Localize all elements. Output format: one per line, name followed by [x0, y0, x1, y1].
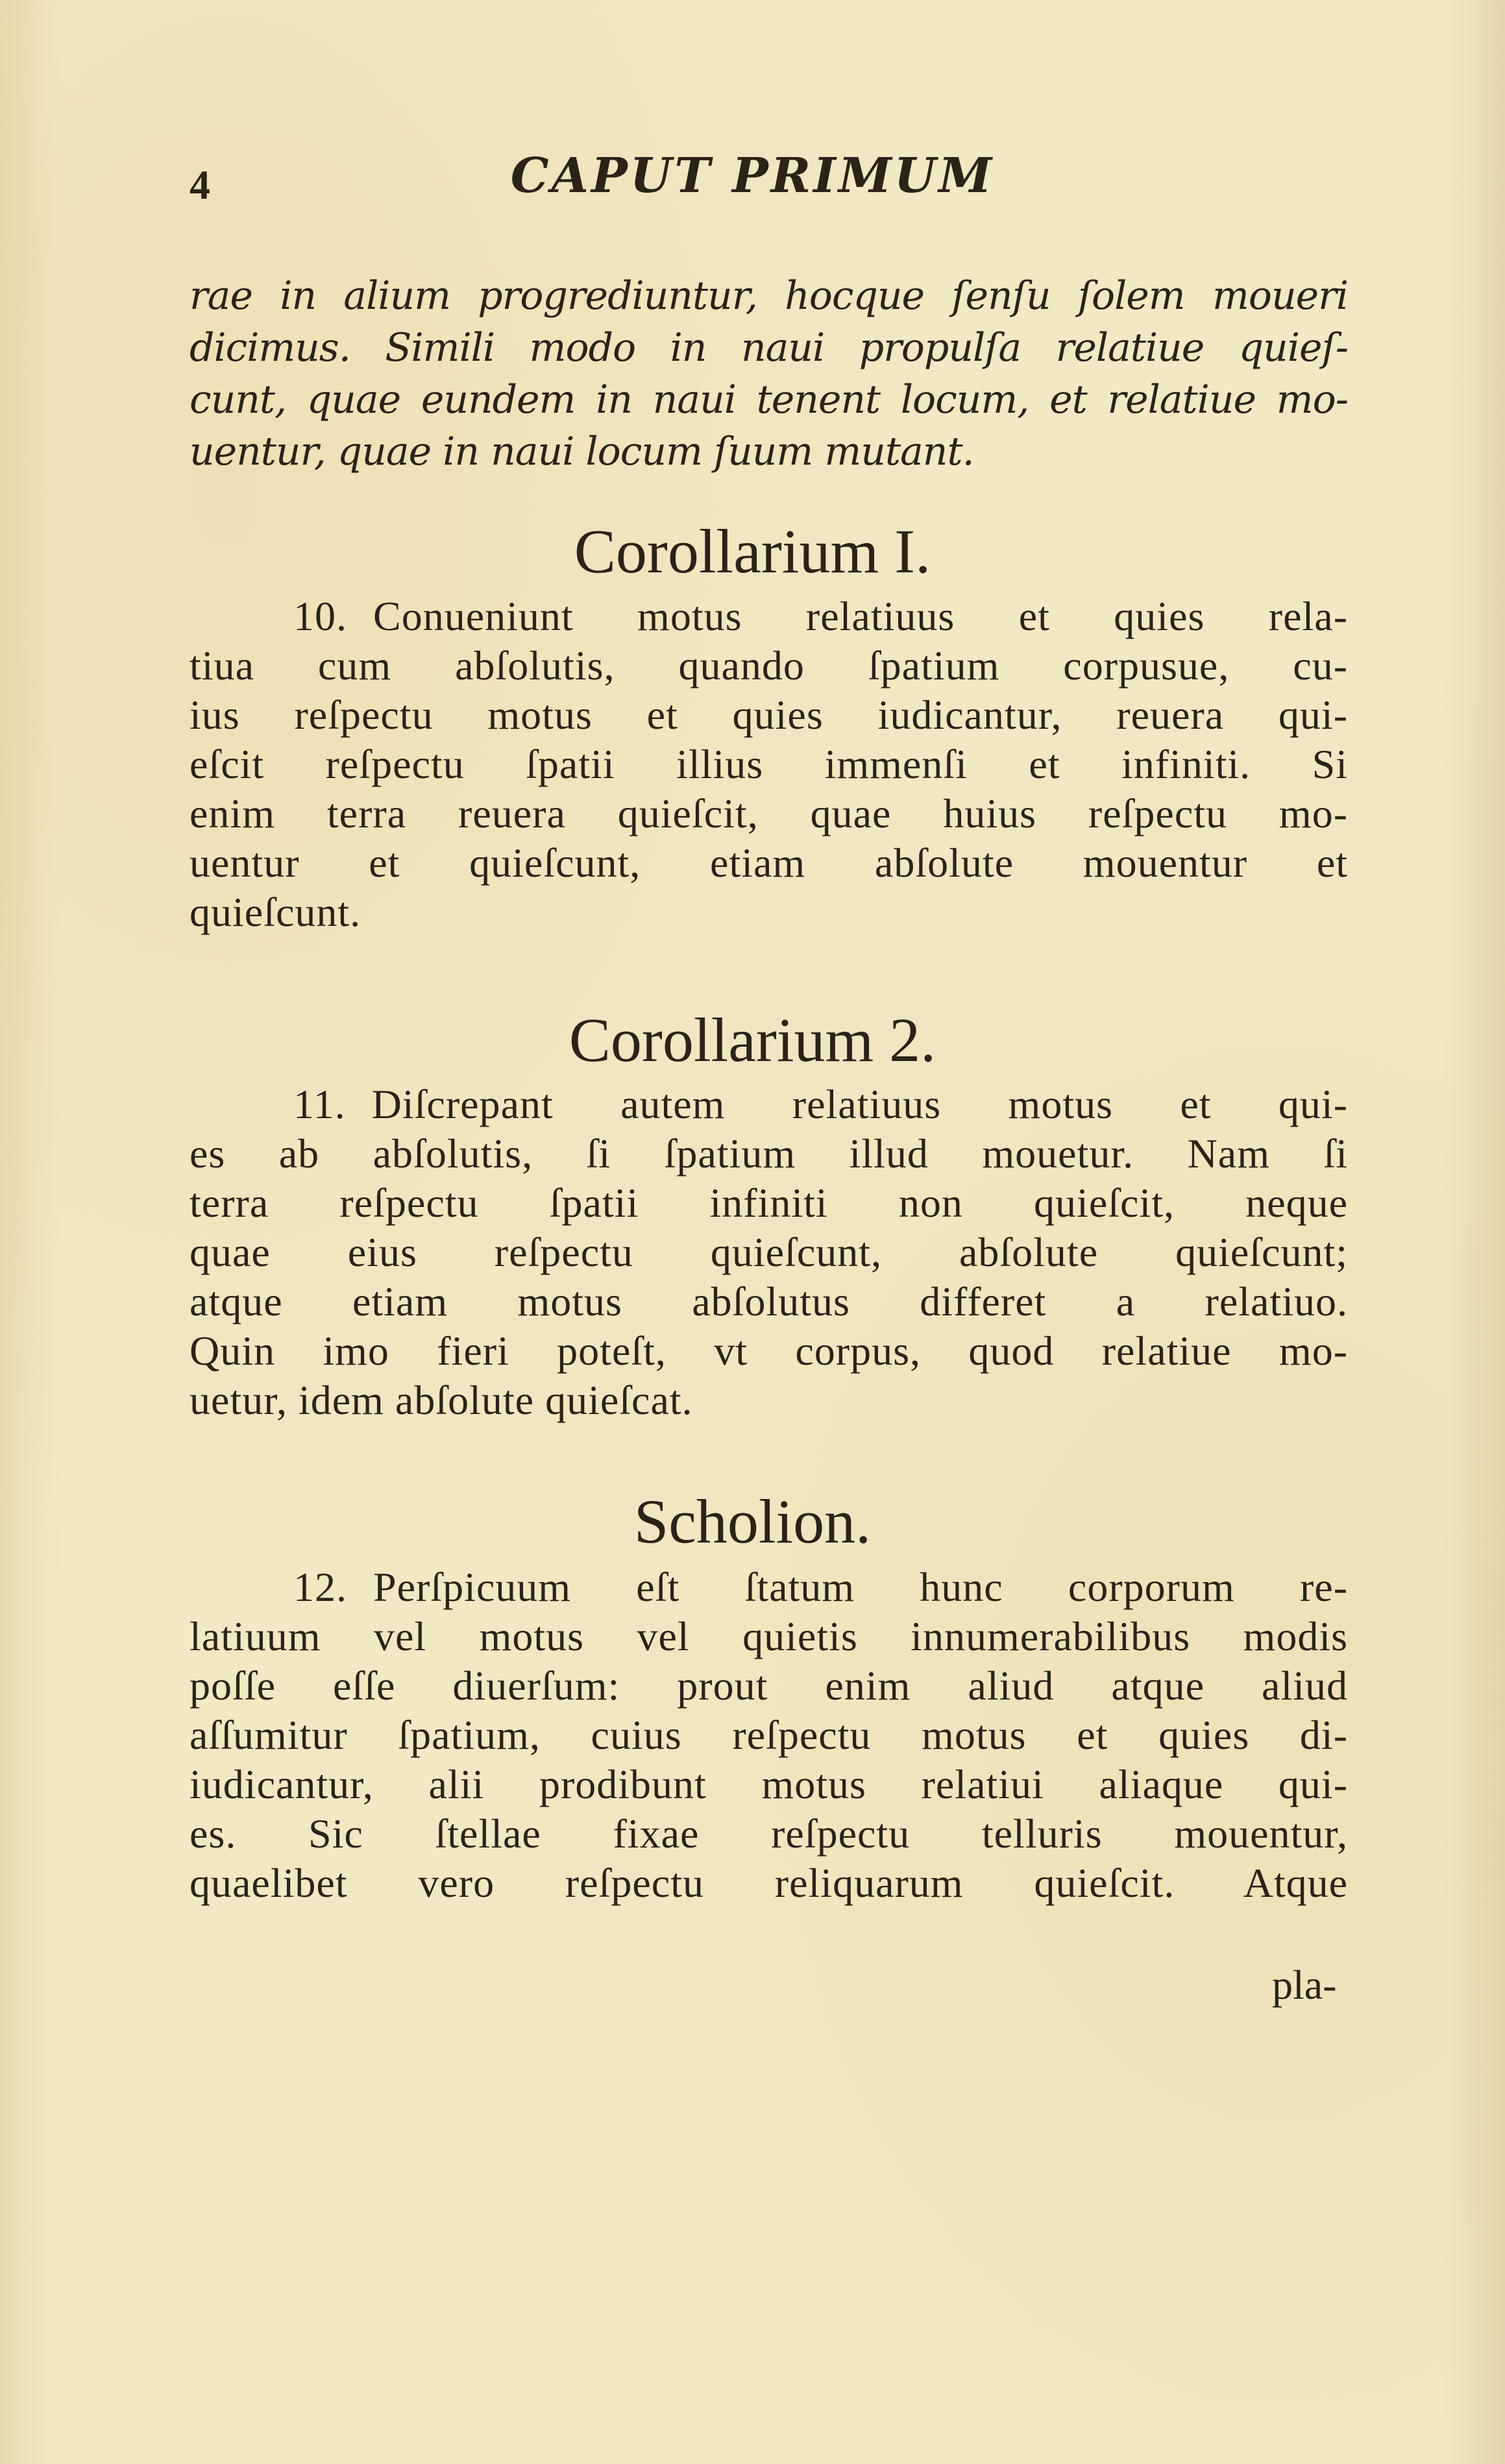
text-line: iudicantur, alii prodibunt motus relatiui aliaque qui-	[190, 1761, 1348, 1807]
running-head: CAPUT PRIMUM	[510, 148, 995, 204]
text-line: quieſcunt.	[190, 889, 361, 935]
text-line: 10. Conueniunt motus relatiuus et quies rela-	[293, 593, 1348, 639]
paragraph-number: 10.	[293, 593, 347, 639]
section-heading-scholion: Scholion.	[633, 1487, 872, 1556]
text-line: poſſe eſſe diuerſum: prout enim aliud atque aliud	[190, 1663, 1348, 1709]
text-line: quae eius reſpectu quieſcunt, abſolute quieſcunt;	[190, 1229, 1348, 1275]
catchword: pla-	[1272, 1962, 1337, 2008]
text-line: atque etiam motus abſolutus differet a relatiuo.	[190, 1278, 1348, 1324]
paragraph-11	[190, 1080, 1348, 1425]
text-line: uetur, idem abſolute quieſcat.	[190, 1377, 693, 1423]
text-line: rae in alium progrediuntur, hocque ſenſu ſolem moueri	[190, 273, 1348, 319]
section-heading-corollarium-1: Corollarium I.	[574, 517, 931, 586]
text-line: enim terra reuera quieſcit, quae huius reſpectu mo-	[190, 790, 1348, 836]
text-line: es ab abſolutis, ſi ſpatium illud mouetur. Nam ſi	[190, 1130, 1348, 1177]
text-line: tiua cum abſolutis, quando ſpatium corpusue, cu-	[190, 642, 1348, 689]
page-number: 4	[190, 162, 210, 208]
text-line: terra reſpectu ſpatii infiniti non quieſcit, neque	[190, 1180, 1348, 1226]
text-line: ius reſpectu motus et quies iudicantur, reuera qui-	[190, 692, 1348, 738]
text-line: dicimus. Simili modo in naui propulſa relatiue quieſ-	[190, 325, 1348, 371]
text-line: uentur, quae in naui locum ſuum mutant.	[190, 429, 974, 474]
paragraph-number: 11.	[293, 1081, 346, 1127]
text-line: quaelibet vero reſpectu reliquarum quieſcit. Atque	[190, 1860, 1348, 1906]
text-line: es. Sic ſtellae fixae reſpectu telluris mouentur,	[190, 1811, 1348, 1857]
text-line: cunt, quae eundem in naui tenent locum, et relatiue mo-	[190, 377, 1348, 422]
text-line: eſcit reſpectu ſpatii illius immenſi et infiniti. Si	[190, 741, 1348, 787]
text-line: latiuum vel motus vel quietis innumerabilibus modis	[190, 1613, 1348, 1659]
opening-italic-paragraph	[190, 270, 1348, 478]
text-line: 11. Diſcrepant autem relatiuus motus et qui-	[293, 1081, 1348, 1127]
paragraph-number: 12.	[293, 1564, 347, 1610]
text-line: 12. Perſpicuum eſt ſtatum hunc corporum re-	[293, 1564, 1348, 1610]
text-line: aſſumitur ſpatium, cuius reſpectu motus et quies di-	[190, 1712, 1348, 1758]
text-line: uentur et quieſcunt, etiam abſolute mouentur et	[190, 840, 1348, 886]
paragraph-12	[190, 1563, 1348, 1908]
section-heading-corollarium-2: Corollarium 2.	[569, 1005, 936, 1075]
text-line: Quin imo fieri poteſt, vt corpus, quod relatiue mo-	[190, 1328, 1348, 1374]
paragraph-10	[190, 592, 1348, 937]
